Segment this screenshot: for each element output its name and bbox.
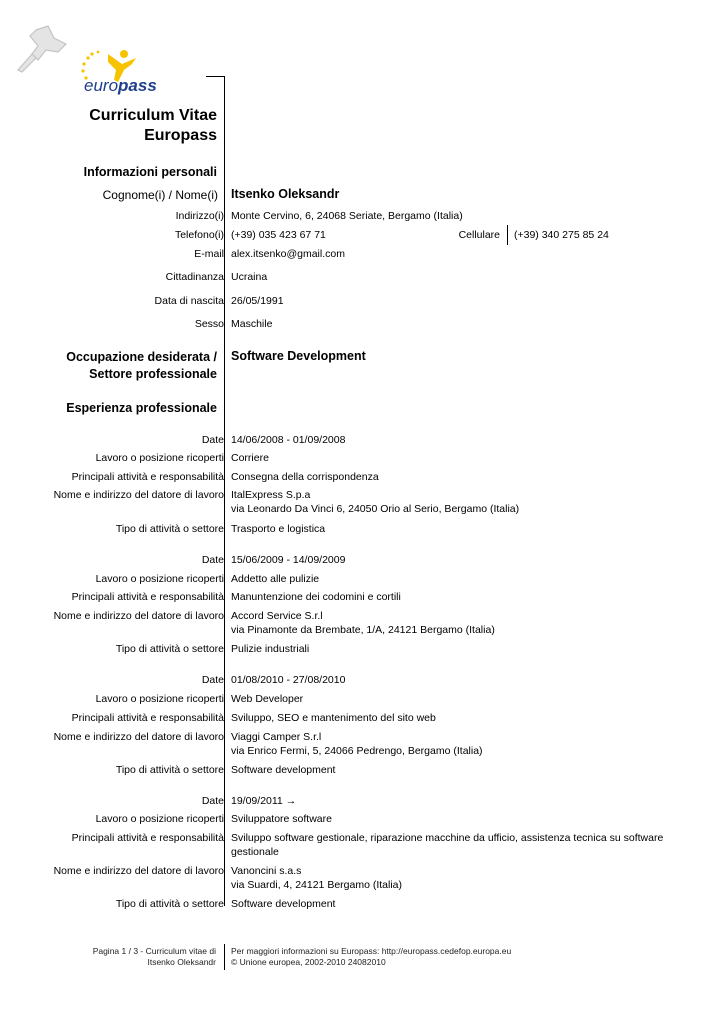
desired-value: Software Development bbox=[231, 349, 366, 363]
job-sector: Software development bbox=[231, 898, 336, 910]
job-employer: Viaggi Camper S.r.l bbox=[231, 731, 322, 743]
job-employer: Vanoncini s.a.s bbox=[231, 865, 302, 877]
footer-page-info bbox=[93, 946, 216, 968]
email-label: E-mail bbox=[194, 248, 224, 260]
job-employer: ItalExpress S.p.a bbox=[231, 489, 311, 501]
job-date-label: Date bbox=[201, 434, 224, 446]
footer-info-line1[interactable]: Per maggiori informazioni su Europass: http://europass.cedefop.europa.eu bbox=[231, 946, 512, 956]
job-employer-label: Nome e indirizzo del datore di lavoro bbox=[53, 610, 224, 622]
job-sector: Pulizie industriali bbox=[231, 643, 310, 655]
job-date: 19/09/2011 → bbox=[231, 795, 297, 807]
personal-heading: Informazioni personali bbox=[83, 165, 217, 179]
job-sector-label: Tipo di attività o settore bbox=[115, 764, 224, 776]
job-activities-label: Principali attività e responsabilità bbox=[71, 712, 224, 724]
job-date: 14/06/2008 - 01/09/2008 bbox=[231, 434, 346, 446]
separator-top-tick bbox=[206, 76, 225, 77]
mobile-value: (+39) 340 275 85 24 bbox=[514, 229, 609, 241]
footer-separator bbox=[224, 944, 225, 970]
address-label: Indirizzo(i) bbox=[175, 210, 224, 222]
job-position: Web Developer bbox=[231, 693, 304, 705]
desired-heading-line2: Settore professionale bbox=[89, 367, 217, 381]
cv-title-line1: Curriculum Vitae bbox=[89, 107, 217, 124]
job-sector-label: Tipo di attività o settore bbox=[115, 643, 224, 655]
job-activities: Sviluppo, SEO e mantenimento del sito web bbox=[231, 712, 436, 724]
logo-text-euro: euro bbox=[84, 76, 119, 95]
job-position: Addetto alle pulizie bbox=[231, 573, 320, 585]
phone-label: Telefono(i) bbox=[174, 229, 224, 241]
job-sector-label: Tipo di attività o settore bbox=[115, 523, 224, 535]
job-employer-address: via Suardi, 4, 24121 Bergamo (Italia) bbox=[231, 879, 403, 891]
job-activities-label: Principali attività e responsabilità bbox=[71, 832, 224, 844]
job-activities-label: Principali attività e responsabilità bbox=[71, 591, 224, 603]
job-date: 01/08/2010 - 27/08/2010 bbox=[231, 674, 346, 686]
experience-heading: Esperienza professionale bbox=[66, 401, 217, 415]
job-position-label: Lavoro o posizione ricoperti bbox=[95, 813, 224, 825]
job-position-label: Lavoro o posizione ricoperti bbox=[95, 693, 224, 705]
job-date-label: Date bbox=[201, 674, 224, 686]
job-date-label: Date bbox=[201, 795, 224, 807]
job-sector: Trasporto e logistica bbox=[231, 523, 326, 535]
job-activities-label: Principali attività e responsabilità bbox=[71, 471, 224, 483]
citizenship-value: Ucraina bbox=[231, 271, 268, 283]
job-activities: Manuntenzione dei codomini e cortili bbox=[231, 591, 401, 603]
job-employer-label: Nome e indirizzo del datore di lavoro bbox=[53, 865, 224, 877]
sex-label: Sesso bbox=[194, 318, 224, 330]
job-sector: Software development bbox=[231, 764, 336, 776]
job-employer-address: via Leonardo Da Vinci 6, 24050 Orio al Serio, Bergamo (Italia) bbox=[231, 503, 520, 515]
job-employer-label: Nome e indirizzo del datore di lavoro bbox=[53, 731, 224, 743]
name-label: Cognome(i) / Nome(i) bbox=[102, 188, 218, 202]
footer-page-line1: Pagina 1 / 3 - Curriculum vitae di bbox=[92, 946, 216, 956]
job-sector-label: Tipo di attività o settore bbox=[115, 898, 224, 910]
job-position: Corriere bbox=[231, 452, 269, 464]
job-employer-address: via Pinamonte da Brembate, 1/A, 24121 Bergamo (Italia) bbox=[231, 624, 495, 636]
email-value[interactable]: alex.itsenko@gmail.com bbox=[231, 248, 345, 260]
job-position-label: Lavoro o posizione ricoperti bbox=[95, 573, 224, 585]
mobile-label: Cellulare bbox=[458, 229, 500, 241]
name-value: Itsenko Oleksandr bbox=[231, 187, 340, 201]
footer-page-line2: Itsenko Oleksandr bbox=[147, 957, 216, 967]
desired-heading bbox=[66, 349, 217, 383]
birth-label: Data di nascita bbox=[154, 295, 224, 307]
birth-value: 26/05/1991 bbox=[231, 295, 284, 307]
mobile-separator bbox=[507, 225, 508, 245]
footer-info bbox=[231, 946, 511, 968]
job-activities: Consegna della corrispondenza bbox=[231, 471, 379, 483]
logo-text-pass: pass bbox=[118, 76, 157, 95]
job-position: Sviluppatore software bbox=[231, 813, 332, 825]
column-separator bbox=[224, 76, 225, 906]
job-employer-label: Nome e indirizzo del datore di lavoro bbox=[53, 489, 224, 501]
job-employer-address: via Enrico Fermi, 5, 24066 Pedrengo, Bergamo (Italia) bbox=[231, 745, 483, 757]
europass-logo bbox=[78, 48, 168, 98]
cv-title-line2: Europass bbox=[144, 127, 217, 144]
job-employer: Accord Service S.r.l bbox=[231, 610, 323, 622]
citizenship-label: Cittadinanza bbox=[165, 271, 224, 283]
address-value: Monte Cervino, 6, 24068 Seriate, Bergamo (Italia) bbox=[231, 210, 463, 222]
job-activities: Sviluppo software gestionale, riparazione macchine da ufficio, assistenza tecnica su software bbox=[231, 832, 664, 844]
job-date-label: Date bbox=[201, 554, 224, 566]
cv-title bbox=[89, 106, 217, 146]
job-activities-continued: gestionale bbox=[231, 846, 279, 858]
desired-heading-line1: Occupazione desiderata / bbox=[66, 350, 217, 364]
job-date: 15/06/2009 - 14/09/2009 bbox=[231, 554, 346, 566]
job-position-label: Lavoro o posizione ricoperti bbox=[95, 452, 224, 464]
sex-value: Maschile bbox=[231, 318, 273, 330]
footer-info-line2: © Unione europea, 2002-2010 24082010 bbox=[231, 957, 386, 967]
pushpin-icon bbox=[14, 24, 70, 76]
phone-value: (+39) 035 423 67 71 bbox=[231, 229, 326, 241]
